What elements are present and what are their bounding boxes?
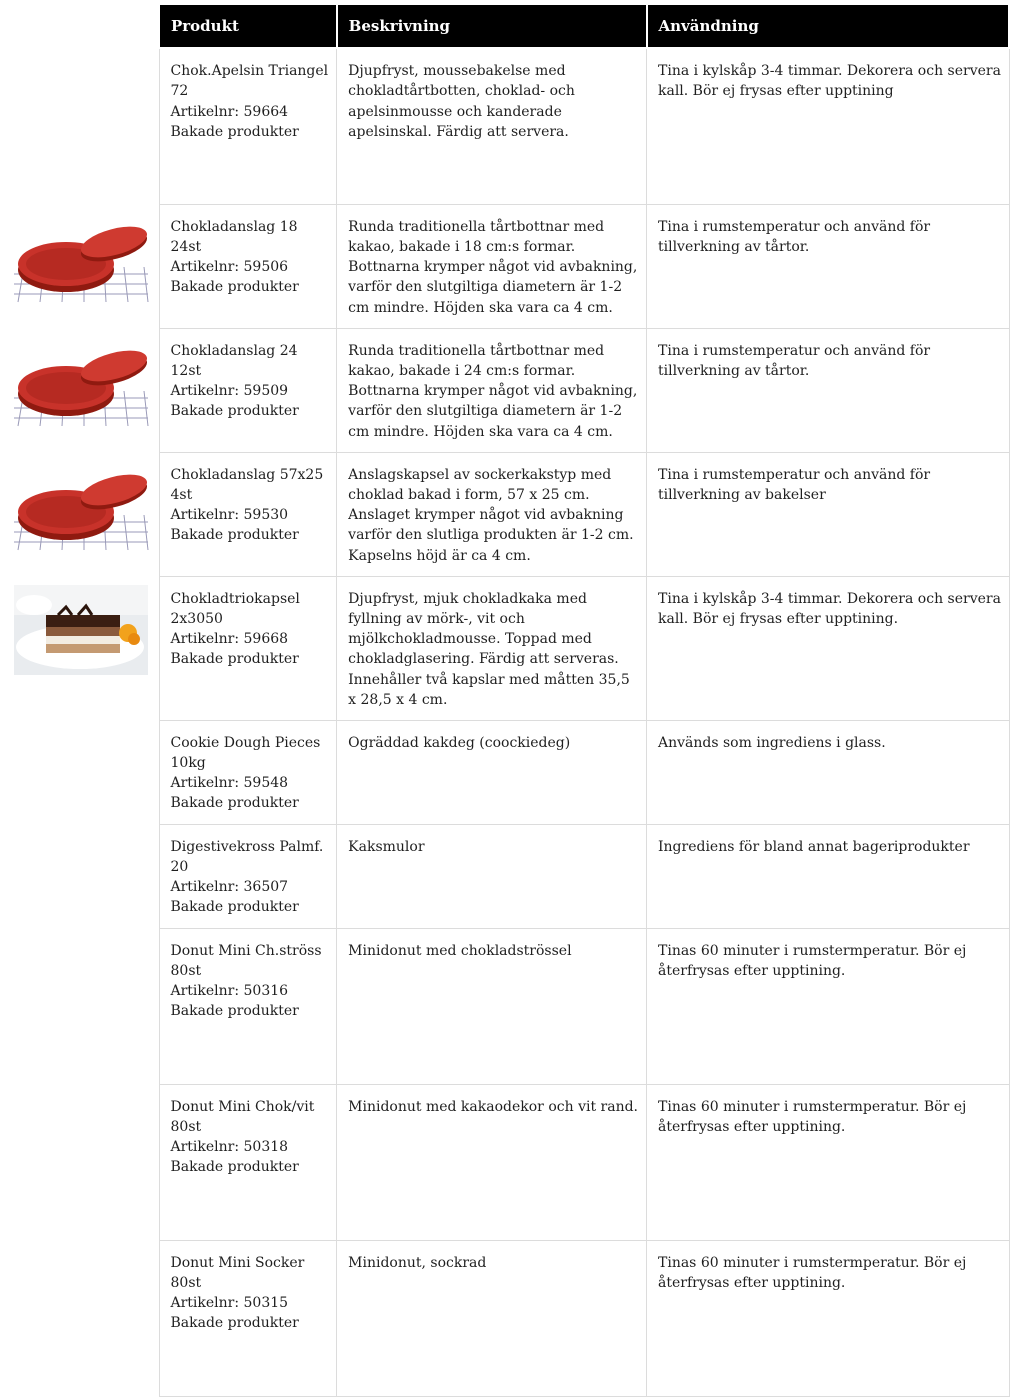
description-line: Djupfryst, mjuk chokladkaka med bbox=[348, 590, 587, 607]
product-name: Donut Mini Ch.ströss bbox=[170, 942, 322, 959]
product-category: Bakade produkter bbox=[170, 279, 299, 296]
table-row bbox=[159, 720, 1009, 824]
product-cell bbox=[159, 328, 337, 452]
product-size: 80st bbox=[170, 962, 202, 979]
usage-line: tillverkning av bakelser bbox=[658, 486, 826, 503]
header-description: Beskrivning bbox=[337, 4, 647, 48]
usage-line: Tinas 60 minuter i rumstermperatur. Bör ej bbox=[658, 1098, 967, 1115]
product-category: Bakade produkter bbox=[170, 527, 299, 544]
product-size: 12st bbox=[170, 362, 202, 379]
product-name: Donut Mini Chok/vit bbox=[170, 1098, 315, 1115]
product-category: Bakade produkter bbox=[170, 1003, 299, 1020]
product-table bbox=[158, 3, 1010, 1397]
product-size: 10kg bbox=[170, 754, 206, 771]
product-category: Bakade produkter bbox=[170, 795, 299, 812]
description-cell bbox=[337, 576, 647, 720]
description-line: kakao, bakade i 18 cm:s formar. bbox=[348, 238, 576, 255]
product-name: Chokladanslag 24 bbox=[170, 342, 298, 359]
description-line: varför den slutgiltiga diametern är 1-2 bbox=[348, 403, 623, 420]
description-cell bbox=[337, 204, 647, 328]
cake-base-photo bbox=[14, 212, 148, 302]
article-number: Artikelnr: 59668 bbox=[170, 631, 289, 648]
article-number: Artikelnr: 50316 bbox=[170, 983, 289, 1000]
usage-cell bbox=[647, 328, 1010, 452]
product-size: 2x3050 bbox=[170, 610, 223, 627]
product-name: Chokladtriokapsel bbox=[170, 590, 300, 607]
article-number: Artikelnr: 50315 bbox=[170, 1295, 289, 1312]
product-category: Bakade produkter bbox=[170, 1159, 299, 1176]
usage-line: återfrysas efter upptining. bbox=[658, 1274, 846, 1291]
table-row bbox=[159, 1240, 1009, 1396]
product-category: Bakade produkter bbox=[170, 1315, 299, 1332]
table-row bbox=[159, 824, 1009, 928]
header-usage: Användning bbox=[647, 4, 1010, 48]
description-line: Runda traditionella tårtbottnar med bbox=[348, 218, 605, 235]
description-line: Bottnarna krymper något vid avbakning, bbox=[348, 383, 638, 400]
header-product: Produkt bbox=[159, 4, 337, 48]
usage-line: Ingrediens för bland annat bageriprodukter bbox=[658, 838, 970, 855]
usage-line: Tina i kylskåp 3-4 timmar. Dekorera och servera bbox=[658, 590, 1001, 607]
product-category: Bakade produkter bbox=[170, 123, 299, 140]
product-size: 80st bbox=[170, 1118, 202, 1135]
description-cell bbox=[337, 1240, 647, 1396]
description-line: Djupfryst, moussebakelse med bbox=[348, 63, 566, 79]
product-cell bbox=[159, 452, 337, 576]
product-name: Chok.Apelsin Triangel bbox=[170, 63, 329, 79]
product-cell bbox=[159, 928, 337, 1084]
description-line: Minidonut, sockrad bbox=[348, 1254, 487, 1271]
description-cell bbox=[337, 824, 647, 928]
product-category: Bakade produkter bbox=[170, 403, 299, 420]
description-line: Anslagskapsel av sockerkakstyp med bbox=[348, 466, 612, 483]
usage-cell bbox=[647, 204, 1010, 328]
usage-cell bbox=[647, 452, 1010, 576]
description-line: apelsinmousse och kanderade bbox=[348, 103, 562, 120]
table-row bbox=[159, 204, 1009, 328]
description-line: Kapselns höjd är ca 4 cm. bbox=[348, 547, 531, 564]
description-line: chokladtårtbotten, choklad- och bbox=[348, 83, 575, 100]
usage-line: Tinas 60 minuter i rumstermperatur. Bör ej bbox=[658, 1254, 967, 1271]
product-size: 80st bbox=[170, 1274, 202, 1291]
table-row bbox=[159, 928, 1009, 1084]
product-cell bbox=[159, 576, 337, 720]
description-line: Minidonut med chokladströssel bbox=[348, 942, 572, 959]
usage-line: Tinas 60 minuter i rumstermperatur. Bör ej bbox=[658, 942, 967, 959]
product-cell bbox=[159, 720, 337, 824]
description-cell bbox=[337, 928, 647, 1084]
product-cell bbox=[159, 204, 337, 328]
description-line: cm mindre. Höjden ska vara ca 4 cm. bbox=[348, 423, 613, 440]
description-line: chokladglasering. Färdig att serveras. bbox=[348, 651, 619, 668]
table-row bbox=[159, 48, 1009, 204]
product-name: Cookie Dough Pieces bbox=[170, 734, 321, 751]
description-cell bbox=[337, 328, 647, 452]
usage-cell bbox=[647, 576, 1010, 720]
description-cell bbox=[337, 720, 647, 824]
description-line: Bottnarna krymper något vid avbakning, bbox=[348, 259, 638, 276]
usage-cell bbox=[647, 720, 1010, 824]
product-size: 20 bbox=[170, 858, 189, 875]
article-number: Artikelnr: 59506 bbox=[170, 259, 289, 276]
description-line: mjölkchokladmousse. Toppad med bbox=[348, 631, 592, 648]
table-header-row bbox=[159, 4, 1009, 48]
usage-cell bbox=[647, 1084, 1010, 1240]
usage-line: tillverkning av tårtor. bbox=[658, 238, 810, 255]
description-line: apelsinskal. Färdig att servera. bbox=[348, 123, 569, 140]
cake-base-photo bbox=[14, 336, 148, 426]
product-cell bbox=[159, 824, 337, 928]
usage-cell bbox=[647, 824, 1010, 928]
product-size: 4st bbox=[170, 486, 193, 503]
usage-cell bbox=[647, 48, 1010, 204]
usage-line: kall. Bör ej frysas efter upptining bbox=[658, 83, 894, 100]
product-cell bbox=[159, 48, 337, 204]
description-line: varför den slutgiltiga diametern är 1-2 bbox=[348, 279, 623, 296]
product-size: 24st bbox=[170, 238, 202, 255]
description-line: x 28,5 x 4 cm. bbox=[348, 691, 448, 708]
usage-line: Används som ingrediens i glass. bbox=[658, 734, 886, 751]
product-name: Donut Mini Socker bbox=[170, 1254, 305, 1271]
product-name: Digestivekross Palmf. bbox=[170, 838, 324, 855]
cake-base-photo bbox=[14, 460, 148, 550]
article-number: Artikelnr: 59530 bbox=[170, 507, 289, 524]
description-cell bbox=[337, 452, 647, 576]
chocolate-cake-slice-photo bbox=[14, 585, 148, 675]
description-line: cm mindre. Höjden ska vara ca 4 cm. bbox=[348, 299, 613, 316]
usage-line: Tina i rumstemperatur och använd för bbox=[658, 218, 931, 235]
description-line: Innehåller två kapslar med måtten 35,5 bbox=[348, 671, 630, 688]
article-number: Artikelnr: 50318 bbox=[170, 1139, 289, 1156]
usage-line: tillverkning av tårtor. bbox=[658, 362, 810, 379]
article-number: Artikelnr: 36507 bbox=[170, 879, 289, 896]
description-cell bbox=[337, 1084, 647, 1240]
product-name: Chokladanslag 57x25 bbox=[170, 466, 324, 483]
table-row bbox=[159, 1084, 1009, 1240]
usage-line: återfrysas efter upptining. bbox=[658, 1118, 846, 1135]
description-line: varför den slutliga produkten är 1-2 cm. bbox=[348, 527, 634, 544]
usage-line: återfrysas efter upptining. bbox=[658, 962, 846, 979]
table-row bbox=[159, 328, 1009, 452]
description-cell bbox=[337, 48, 647, 204]
product-cell bbox=[159, 1084, 337, 1240]
description-line: kakao, bakade i 24 cm:s formar. bbox=[348, 362, 576, 379]
table-row bbox=[159, 452, 1009, 576]
table-row bbox=[159, 576, 1009, 720]
description-line: fyllning av mörk-, vit och bbox=[348, 610, 525, 627]
article-number: Artikelnr: 59664 bbox=[170, 103, 289, 120]
article-number: Artikelnr: 59548 bbox=[170, 775, 289, 792]
usage-cell bbox=[647, 1240, 1010, 1396]
product-category: Bakade produkter bbox=[170, 651, 299, 668]
product-category: Bakade produkter bbox=[170, 899, 299, 916]
description-line: choklad bakad i form, 57 x 25 cm. bbox=[348, 486, 590, 503]
usage-cell bbox=[647, 928, 1010, 1084]
description-line: Kaksmulor bbox=[348, 838, 425, 855]
product-cell bbox=[159, 1240, 337, 1396]
usage-line: Tina i rumstemperatur och använd för bbox=[658, 342, 931, 359]
usage-line: Tina i rumstemperatur och använd för bbox=[658, 466, 931, 483]
description-line: Anslaget krymper något vid avbakning bbox=[348, 507, 624, 524]
description-line: Ogräddad kakdeg (coockiedeg) bbox=[348, 734, 571, 751]
usage-line: kall. Bör ej frysas efter upptining. bbox=[658, 610, 899, 627]
description-line: Minidonut med kakaodekor och vit rand. bbox=[348, 1098, 638, 1115]
article-number: Artikelnr: 59509 bbox=[170, 383, 289, 400]
product-size: 72 bbox=[170, 83, 189, 100]
product-name: Chokladanslag 18 bbox=[170, 218, 298, 235]
description-line: Runda traditionella tårtbottnar med bbox=[348, 342, 605, 359]
usage-line: Tina i kylskåp 3-4 timmar. Dekorera och servera bbox=[658, 63, 1001, 79]
